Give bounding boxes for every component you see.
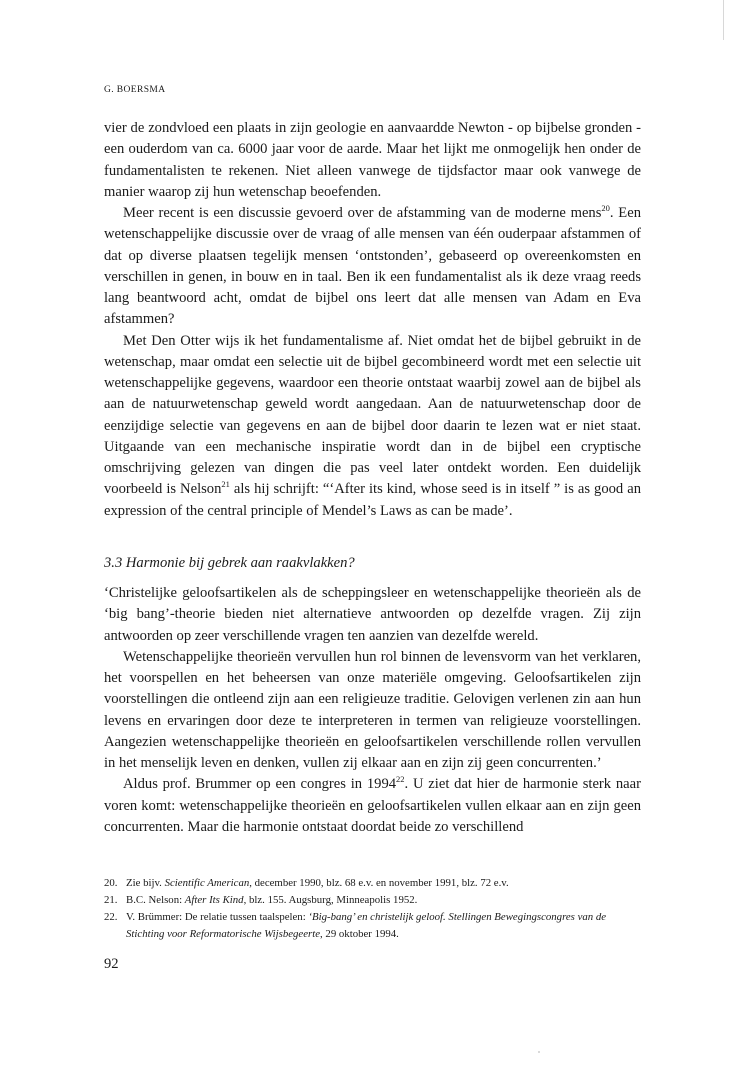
footnotes [104, 875, 641, 943]
page-number: 92 [104, 956, 119, 972]
running-head: G. BOERSMA [104, 85, 166, 95]
paragraph-2-text-b: . Een wetenschappelijke discussie over de vraag of alle mensen van één ouderpaar afstammen of dat op diverse plaatsen tegelijk mensen ‘ontstonden’, gebaseerd op overeenkomsten en verschillen in genen, in bouw en in taal. Ben ik een fundamentalist als ik deze vraag reeds lang beantwoord acht, omdat de bijbel ons leert dat alle mensen van Adam en Eva afstammen? [104, 205, 641, 328]
paragraph-3-text-a: Met Den Otter wijs ik het fundamentalisme af. Niet omdat het de bijbel gebruikt in de wetenschap, maar omdat een selectie uit de bijbel gecombineerd wordt met een selectie uit wetenschappelijke gegevens, waardoor een theorie ontstaat waarbij zowel aan de bijbel als aan de natuurwetenschap geweld wordt aangedaan. Aan de natuurwetenschap door de eenzijdige selectie van gegevens en aan de bijbel door daarin te lezen wat er niet staat. Uitgaande van een mechanische inspiratie wordt dan in de bijbel een cryptische omschrijving gelezen van dingen die pas veel later ontdekt worden. Een duidelijk voorbeeld is Nelson [104, 332, 641, 498]
main-text [104, 118, 641, 838]
footnote-text [126, 892, 641, 909]
footnote-21 [104, 892, 641, 909]
footnote-ref-22: 22 [396, 774, 405, 785]
footnote-text-pre: Zie bijv. [126, 877, 165, 889]
footnote-20 [104, 875, 641, 892]
paragraph-1: vier de zondvloed een plaats in zijn geologie en aanvaardde Newton - op bijbelse gronden - een ouderdom van ca. 6000 jaar voor de aarde. Maar het lijkt me onmogelijk hen onder de fundamentalisten te rekenen. Niet alleen vanwege de tijdsfactor maar ook vanwege de manier waarop zij hun wetenschap beoefenden. [104, 120, 641, 200]
footnote-text-post: , december 1990, blz. 68 e.v. en november 1991, blz. 72 e.v. [249, 877, 509, 889]
footnote-title: After Its Kind [184, 894, 244, 906]
scan-speck [538, 1051, 540, 1053]
footnote-ref-21: 21 [221, 479, 230, 490]
paragraph-6-text-a: Aldus prof. Brummer op een congres in 1994 [123, 776, 397, 793]
page-edge-line [723, 0, 724, 40]
paragraph-6 [104, 774, 641, 838]
footnote-title: Scientific American [164, 877, 250, 889]
paragraph-5: Wetenschappelijke theorieën vervullen hun rol binnen de levensvorm van het verklaren, het voorspellen en het beheersen van onze materiële omgeving. Geloofsartikelen zijn voorstellingen die ontleend zijn aan een religieuze traditie. Gelovigen verlenen zin aan hun levens en ervaringen door deze te interpreteren in termen van religieuze voorstellingen. Aangezien wetenschappelijke theorieën en geloofsartikelen verschillende rollen vervullen in het menselijk leven en denken, vullen zij elkaar aan en zijn zij geen concurrenten.’ [104, 648, 641, 771]
footnote-text-post: , 29 oktober 1994. [320, 928, 399, 940]
footnote-number: 22. [104, 911, 118, 923]
footnote-text-pre: V. Brümmer: De relatie tussen taalspelen: [126, 911, 309, 923]
footnote-title: ‘Big-bang’ en christelijk geloof. Stellingen Bewegingscongres van de Stichting voor Reformatorische Wijsbegeerte [126, 911, 607, 940]
footnote-text-pre: B.C. Nelson: [126, 894, 185, 906]
footnote-22 [104, 909, 641, 943]
footnote-ref-20: 20 [601, 203, 610, 213]
paragraph-6-text-b: . U ziet dat hier de harmonie sterk naar voren komt: wetenschappelijke theorieën en geloofsartikelen vullen elkaar aan en zijn geen concurrenten. Maar die harmonie ontstaat doordat beide zo verschillend [104, 776, 641, 835]
footnote-text [126, 909, 641, 943]
footnote-number: 21. [104, 894, 118, 906]
section-heading: 3.3 Harmonie bij gebrek aan raakvlakken? [104, 554, 355, 571]
footnote-text [126, 875, 641, 892]
footnote-text-post: , blz. 155. Augsburg, Minneapolis 1952. [243, 894, 418, 906]
paragraph-2 [104, 203, 641, 331]
paragraph-3-text-b: als hij schrijft: “‘After its kind, whose seed is in itself ” is as good an expression of the central principle of Mendel’s Laws as can be made’. [104, 481, 641, 519]
footnote-number: 20. [104, 877, 118, 889]
paragraph-2-text-a: Meer recent is een discussie gevoerd over de afstamming van de moderne mens [123, 205, 602, 221]
paragraph-4: ‘Christelijke geloofsartikelen als de scheppingsleer en wetenschappelijke theorieën als de ‘big bang’-theorie bieden niet alternatieve antwoorden op dezelfde vragen. Zij zijn antwoorden op zeer verschillende vragen ten aanzien van dezelfde wereld. [104, 585, 641, 644]
paragraph-3 [104, 331, 641, 522]
